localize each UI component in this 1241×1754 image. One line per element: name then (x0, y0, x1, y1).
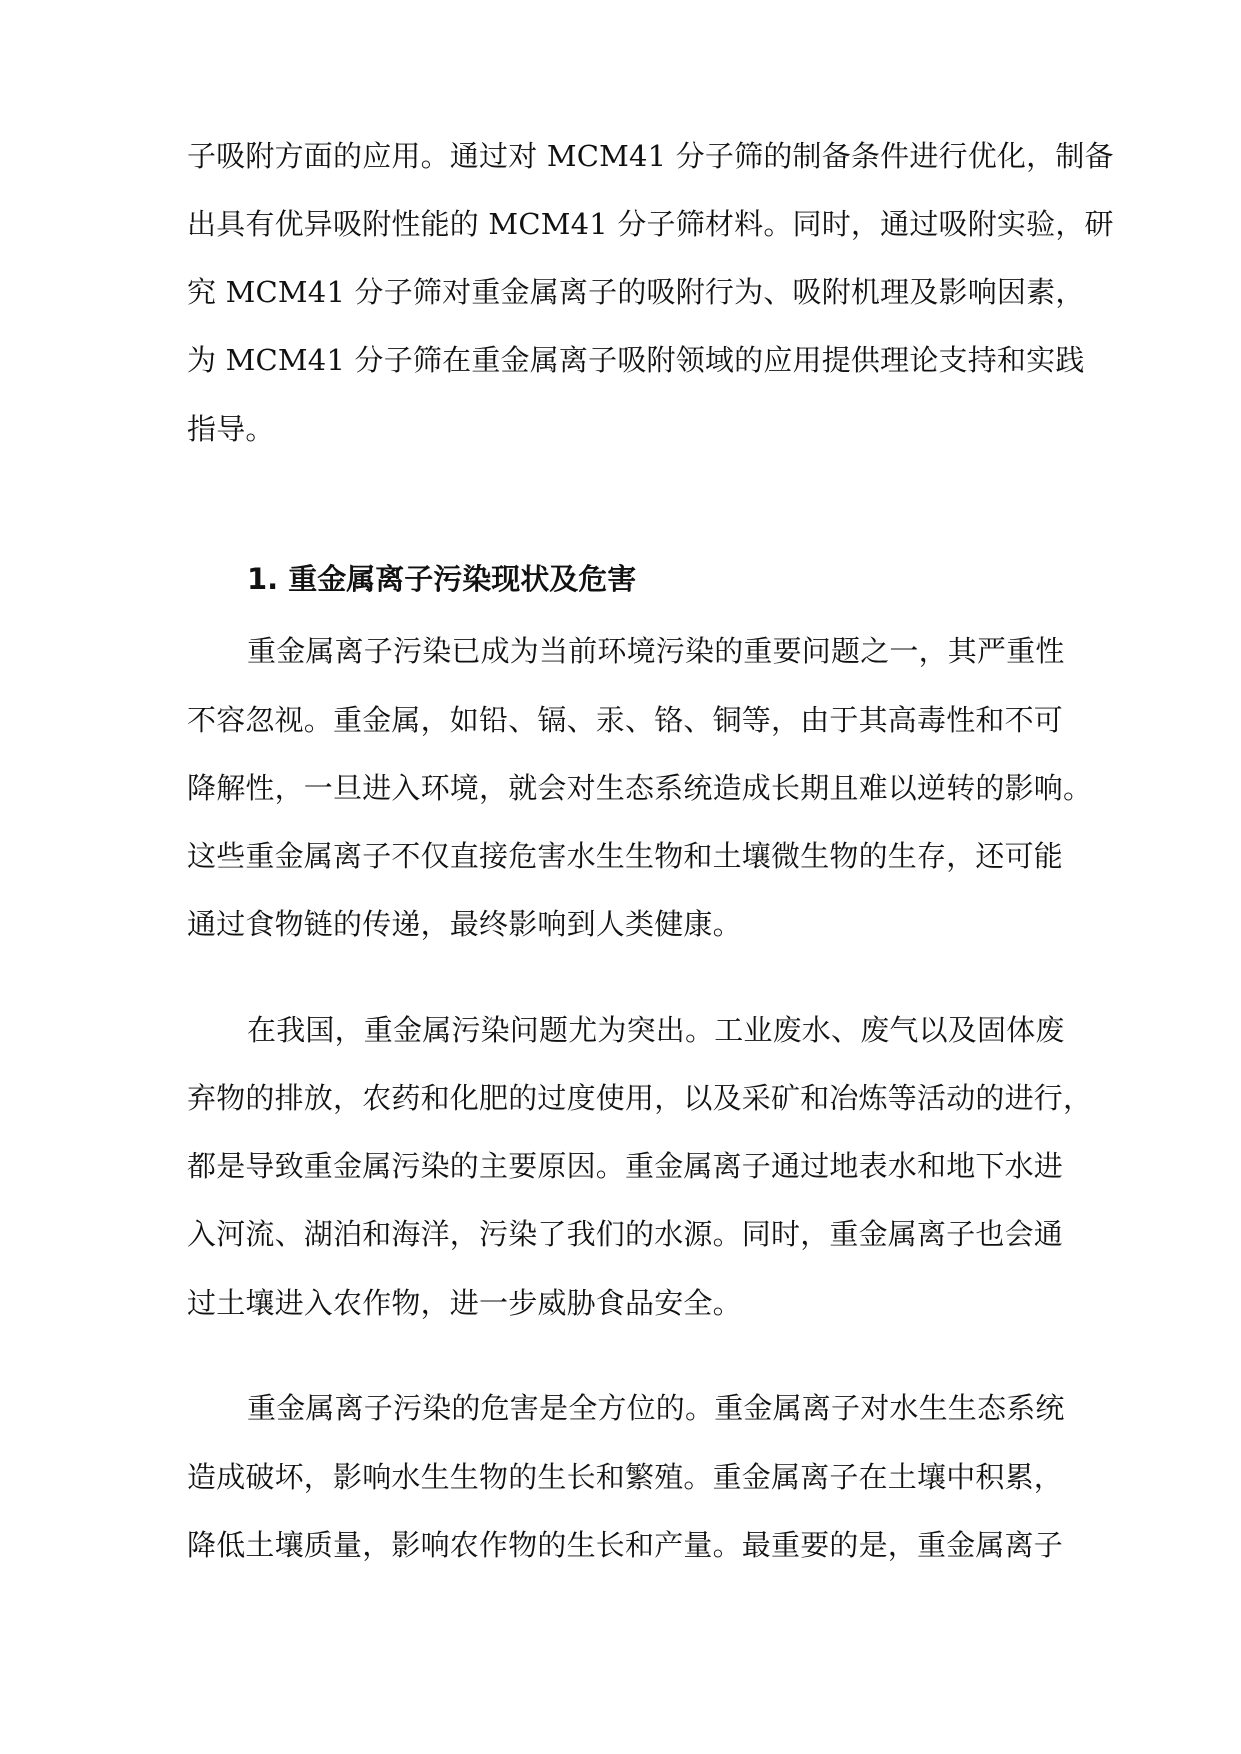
paragraph3-line-2: 造成破坏，影响水生生物的生长和繁殖。重金属离子在土壤中积累， (187, 1460, 1064, 1494)
intro-line-3: 究 MCM41 分子筛对重金属离子的吸附行为、吸附机理及影响因素， (187, 275, 1085, 309)
paragraph2-line-5: 过土壤进入农作物，进一步威胁食品安全。 (187, 1286, 742, 1320)
section-heading: 1. 重金属离子污染现状及危害 (247, 562, 637, 596)
paragraph2-line-1: 在我国，重金属污染问题尤为突出。工业废水、废气以及固体废 (247, 1013, 1065, 1047)
paragraph2-line-3: 都是导致重金属污染的主要原因。重金属离子通过地表水和地下水进 (187, 1149, 1064, 1183)
paragraph2-line-2: 弃物的排放，农药和化肥的过度使用，以及采矿和冶炼等活动的进行， (187, 1081, 1093, 1115)
paragraph1-line-1: 重金属离子污染已成为当前环境污染的重要问题之一，其严重性 (247, 634, 1065, 668)
paragraph1-line-2: 不容忽视。重金属，如铅、镉、汞、铬、铜等，由于其高毒性和不可 (187, 703, 1064, 737)
intro-line-2: 出具有优异吸附性能的 MCM41 分子筛材料。同时，通过吸附实验，研 (187, 207, 1114, 241)
paragraph3-line-3: 降低土壤质量，影响农作物的生长和产量。最重要的是，重金属离子 (187, 1528, 1064, 1562)
intro-line-4: 为 MCM41 分子筛在重金属离子吸附领域的应用提供理论支持和实践 (187, 343, 1085, 377)
paragraph1-line-3: 降解性，一旦进入环境，就会对生态系统造成长期且难以逆转的影响。 (187, 771, 1093, 805)
paragraph1-line-5: 通过食物链的传递，最终影响到人类健康。 (187, 907, 742, 941)
paragraph3-line-1: 重金属离子污染的危害是全方位的。重金属离子对水生生态系统 (247, 1391, 1065, 1425)
paragraph2-line-4: 入河流、湖泊和海洋，污染了我们的水源。同时，重金属离子也会通 (187, 1217, 1064, 1251)
intro-line-1: 子吸附方面的应用。通过对 MCM41 分子筛的制备条件进行优化，制备 (187, 139, 1114, 173)
paragraph1-line-4: 这些重金属离子不仅直接危害水生生物和土壤微生物的生存，还可能 (187, 839, 1064, 873)
intro-line-5: 指导。 (187, 412, 275, 446)
